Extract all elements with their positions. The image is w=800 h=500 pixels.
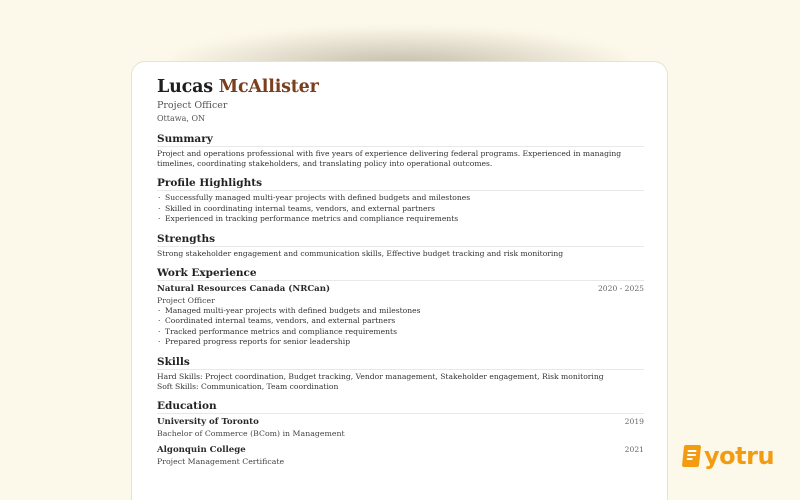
hard-skills: Hard Skills: Project coordination, Budget tracking, Vendor management, Stakeholder engagement, Risk monitoring (157, 371, 604, 381)
job-role: Project Officer (157, 295, 215, 305)
job-entry (157, 283, 644, 348)
education-entry (157, 444, 644, 467)
education-entry (157, 416, 644, 439)
job-bullets (157, 306, 644, 348)
education-section (157, 399, 644, 467)
resume-content (157, 76, 644, 472)
section-heading: Skills (157, 355, 644, 370)
soft-skills: Soft Skills: Communication, Team coordination (157, 381, 339, 391)
list-item: · Tracked performance metrics and compliance requirements (157, 327, 644, 338)
highlights-section (157, 176, 644, 225)
strengths-text: Strong stakeholder engagement and communication skills, Effective budget tracking and risk monitoring (157, 248, 564, 258)
credential: Project Management Certificate (157, 456, 285, 466)
credential: Bachelor of Commerce (BCom) in Management (157, 428, 345, 438)
employer-name: Natural Resources Canada (NRCan) (157, 283, 331, 294)
brand-wordmark: yotru (704, 442, 775, 470)
list-item: · Prepared progress reports for senior leadership (157, 337, 644, 348)
document-icon (682, 445, 701, 467)
list-item: · Skilled in coordinating internal teams, vendors, and external partners (157, 204, 644, 215)
graduation-year: 2019 (624, 416, 644, 426)
resume-card (131, 61, 668, 500)
graduation-year: 2021 (624, 444, 644, 454)
section-heading: Work Experience (157, 266, 644, 281)
summary-section (157, 132, 644, 169)
candidate-name (157, 76, 644, 98)
school-name: University of Toronto (157, 416, 259, 427)
summary-text: Project and operations professional with five years of experience delivering federal programs. Experienced in managing timelines, coordinating stakeholders, and translating policy into operational outcomes. (157, 149, 622, 168)
school-name: Algonquin College (157, 444, 246, 455)
section-heading: Summary (157, 132, 644, 147)
highlights-list (157, 193, 644, 225)
experience-section (157, 266, 644, 348)
skills-section (157, 355, 644, 392)
job-header (157, 283, 644, 295)
first-name: Lucas (157, 77, 213, 97)
list-item: · Experienced in tracking performance metrics and compliance requirements (157, 214, 644, 225)
list-item: · Successfully managed multi-year projects with defined budgets and milestones (157, 193, 644, 204)
strengths-section (157, 232, 644, 259)
job-dates: 2020 - 2025 (597, 283, 644, 293)
yotru-logo (683, 444, 774, 468)
education-header (157, 444, 644, 456)
list-item: · Coordinated internal teams, vendors, and external partners (157, 316, 644, 327)
education-header (157, 416, 644, 428)
list-item: · Managed multi-year projects with defined budgets and milestones (157, 306, 644, 317)
last-name: McAllister (218, 77, 319, 97)
section-heading: Profile Highlights (157, 176, 644, 191)
job-title: Project Officer (157, 100, 228, 111)
section-heading: Strengths (157, 232, 644, 247)
location: Ottawa, ON (157, 114, 206, 123)
section-heading: Education (157, 399, 644, 414)
